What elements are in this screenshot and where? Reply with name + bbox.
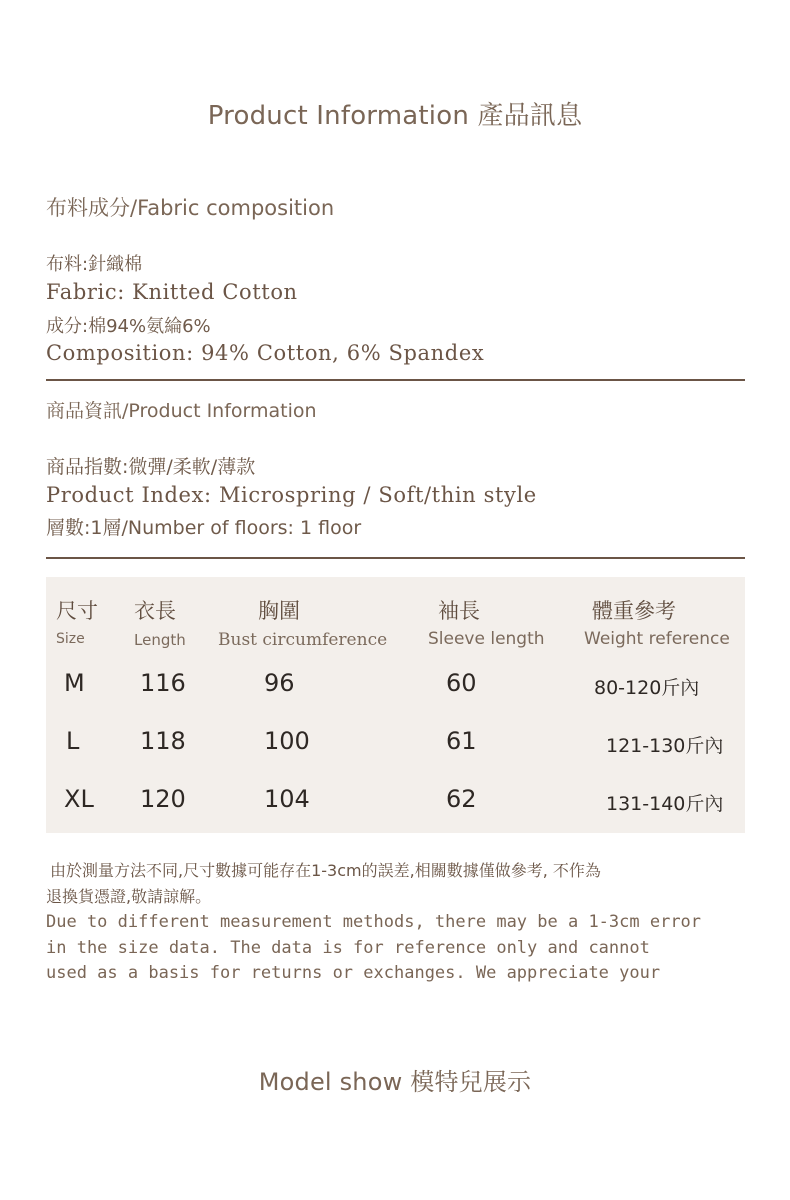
fabric-en: Fabric: Knitted Cotton [46,280,298,304]
note-en-line3: used as a basis for returns or exchanges. We appreciate your [46,963,661,983]
fabric-cn: 布料:針織棉 [46,254,143,275]
product-index-en: Product Index: Microspring / Soft/thin style [46,483,537,507]
row-l-size: L [66,727,80,755]
product-info-heading: 商品資訊/Product Information [46,400,317,422]
row-xl-bust: 104 [264,785,310,813]
page-title: Product Information 產品訊息 [207,101,583,131]
composition-en: Composition: 94% Cotton, 6% Spandex [46,341,485,365]
header-weight-en: Weight reference [584,629,730,649]
header-size-en: Size [56,631,85,647]
divider [46,379,745,381]
row-xl-weight: 131-140斤內 [606,793,724,815]
header-sleeve-cn: 袖長 [438,599,480,623]
header-bust-cn: 胸圍 [258,599,300,623]
row-l-weight: 121-130斤內 [606,735,724,757]
composition-cn: 成分:棉94%氨綸6% [46,316,211,337]
header-bust-en: Bust circumference [218,630,388,650]
header-size-cn: 尺寸 [56,599,98,623]
row-xl-length: 120 [140,785,186,813]
header-weight-cn: 體重參考 [592,599,676,623]
row-l-sleeve: 61 [446,727,477,755]
row-l-bust: 100 [264,727,310,755]
row-m-bust: 96 [264,669,295,697]
note-cn-line2: 退換貨憑證,敬請諒解。 [46,887,212,906]
row-m-weight: 80-120斤內 [594,677,700,699]
header-length-en: Length [134,631,186,649]
note-cn-line1: 由於測量方法不同,尺寸數據可能存在1-3cm的誤差,相關數據僅做參考, 不作為 [50,861,601,880]
floors-info: 層數:1層/Number of floors: 1 floor [46,517,362,539]
header-sleeve-en: Sleeve length [428,629,545,649]
row-m-size: M [64,669,85,697]
row-m-sleeve: 60 [446,669,477,697]
model-show-title: Model show 模特兒展示 [258,1068,532,1096]
row-m-length: 116 [140,669,186,697]
product-index-cn: 商品指數:微彈/柔軟/薄款 [46,456,256,478]
row-xl-size: XL [64,785,94,813]
row-l-length: 118 [140,727,186,755]
divider [46,557,745,559]
note-en [46,910,746,987]
row-xl-sleeve: 62 [446,785,477,813]
header-length-cn: 衣長 [134,599,176,623]
size-table [46,577,745,833]
note-en-line1: Due to different measurement methods, there may be a 1-3cm error [46,912,702,932]
fabric-heading: 布料成分/Fabric composition [46,196,335,220]
note-en-line2: in the size data. The data is for reference only and cannot [46,937,650,958]
